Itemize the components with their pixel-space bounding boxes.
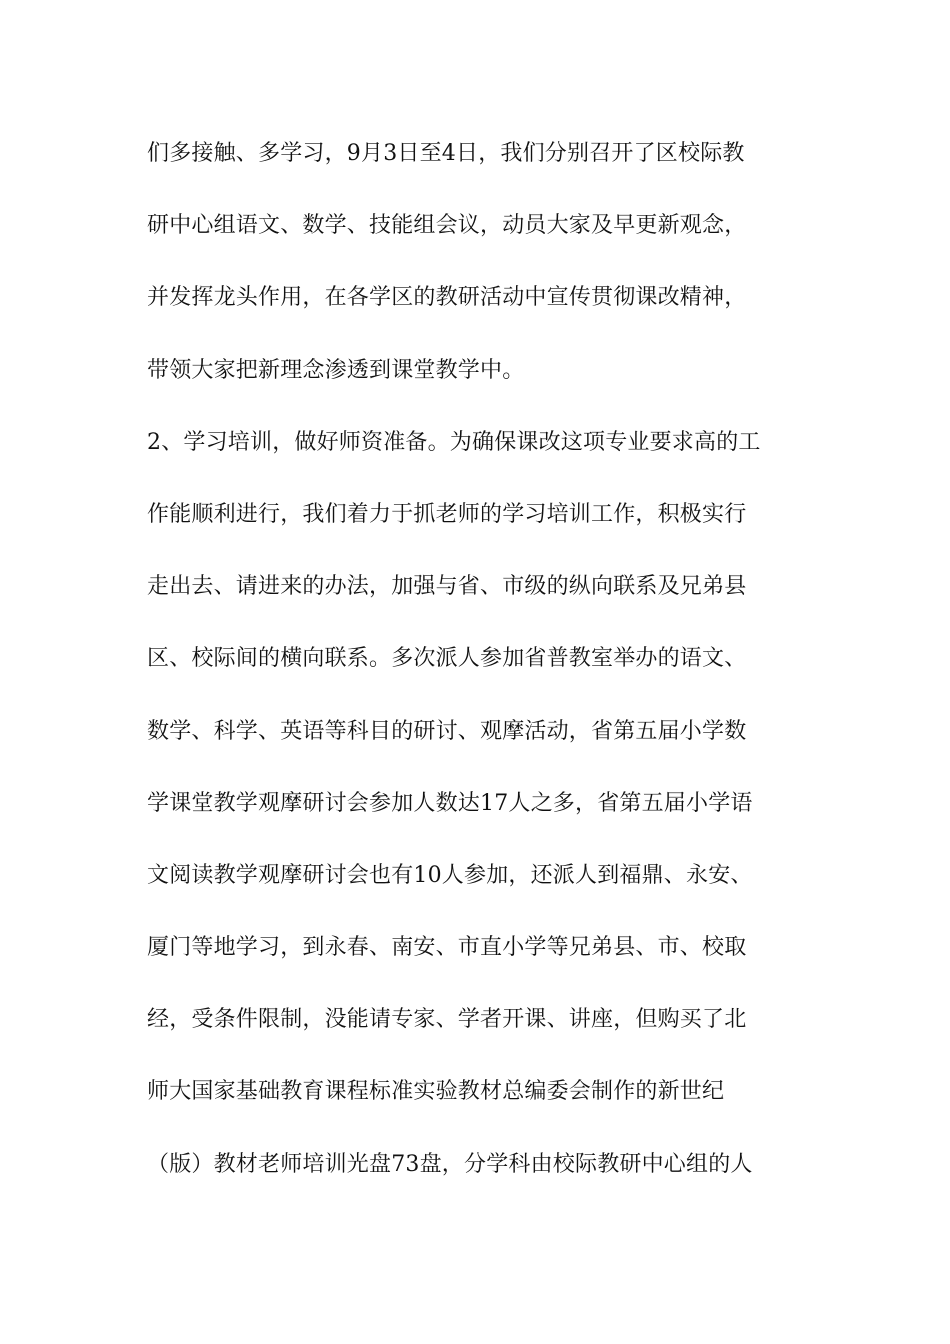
text-line: 厦门等地学习，到永春、南安、市直小学等兄弟县、市、校取 (147, 935, 747, 961)
text-line: 作能顺利进行，我们着力于抓老师的学习培训工作，积极实行 (147, 501, 747, 527)
text-line: 们多接触、多学习，9月3日至4日，我们分别召开了区校际教 (147, 141, 745, 166)
text-line: 经，受条件限制，没能请专家、学者开课、讲座，但购买了北 (147, 1007, 747, 1033)
text-line: 2、学习培训，做好师资准备。为确保课改这项专业要求高的工 (147, 429, 761, 455)
body-text (147, 130, 807, 1213)
text-line: 文阅读教学观摩研讨会也有10人参加，还派人到福鼎、永安、 (147, 862, 753, 888)
text-line: 并发挥龙头作用，在各学区的教研活动中宣传贯彻课改精神， (147, 285, 747, 311)
text-line: 走出去、请进来的办法，加强与省、市级的纵向联系及兄弟县 (147, 574, 747, 600)
text-line: 师大国家基础教育课程标准实验教材总编委会制作的新世纪 (147, 1079, 725, 1105)
text-line: 研中心组语文、数学、技能组会议，动员大家及早更新观念， (147, 213, 747, 239)
text-line: （版）教材老师培训光盘73盘，分学科由校际教研中心组的人 (147, 1151, 753, 1177)
text-line: 区、校际间的横向联系。多次派人参加省普教室举办的语文、 (147, 646, 747, 672)
text-line: 学课堂教学观摩研讨会参加人数达17人之多，省第五届小学语 (147, 790, 753, 816)
text-line: 带领大家把新理念渗透到课堂教学中。 (147, 357, 525, 383)
text-line: 数学、科学、英语等科目的研讨、观摩活动，省第五届小学数 (147, 718, 747, 744)
